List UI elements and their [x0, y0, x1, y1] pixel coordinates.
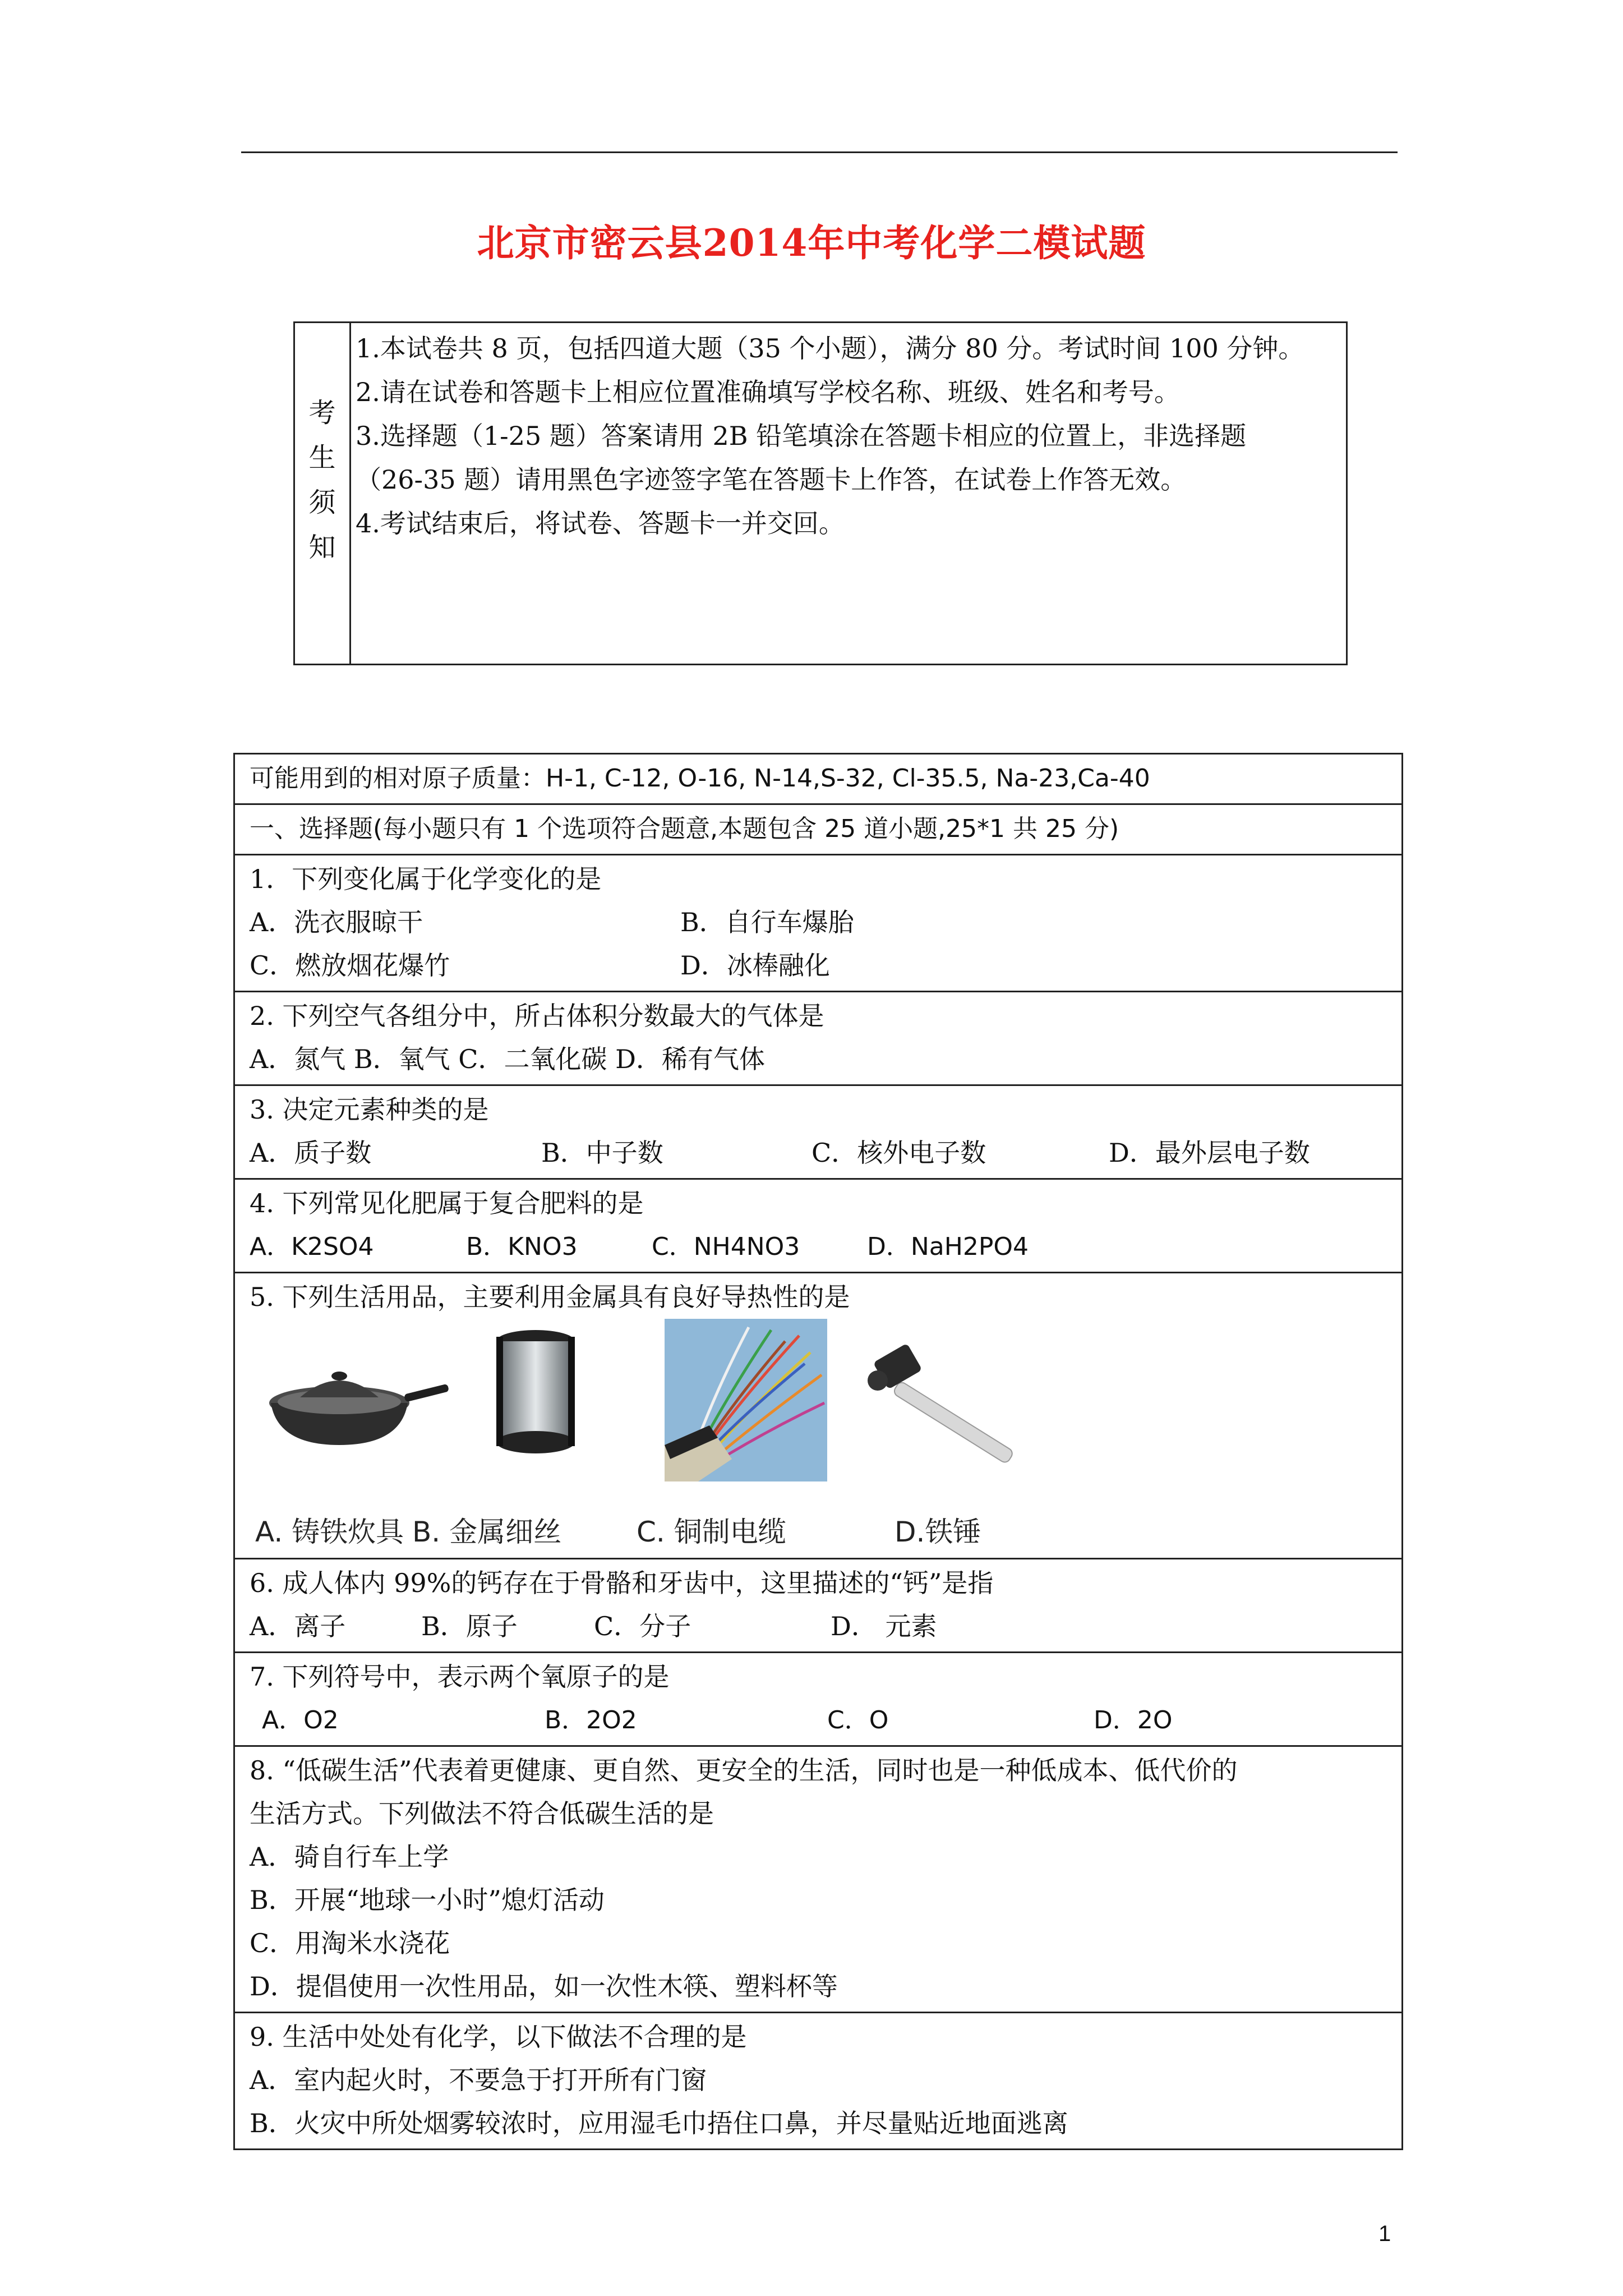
candidate-notice-box: [293, 321, 1348, 665]
option-b: B．开展“地球一小时”熄灯活动: [250, 1885, 605, 1915]
option-c: C．NH4NO3: [652, 1232, 800, 1261]
notice-line: 4.考试结束后，将试卷、答题卡一并交回。: [356, 508, 845, 539]
question-1: [235, 854, 1401, 991]
option-a: A．室内起火时，不要急于打开所有门窗: [250, 2065, 707, 2095]
question-5-pictures: [250, 1319, 1387, 1554]
option-b: B．KNO3: [466, 1232, 578, 1261]
option-b: B．中子数: [541, 1138, 663, 1168]
notice-line: 3.选择题（1-25 题）答案请用 2B 铅笔填涂在答题卡相应的位置上，非选择题: [356, 421, 1247, 451]
option-c: C．O: [827, 1706, 889, 1734]
notice-lines: [356, 326, 1344, 545]
question-stem: 3. 决定元素种类的是: [250, 1094, 489, 1125]
option-a-caption: A. 铸铁炊具: [255, 1516, 404, 1548]
option-a: A．骑自行车上学: [250, 1842, 449, 1872]
atomic-masses-text: 可能用到的相对原子质量：H-1, C-12, O-16, N-14,S-32, Cl-35.5, Na-23,Ca-40: [250, 764, 1150, 793]
option-b: B．火灾中所处烟雾较浓时，应用湿毛巾捂住口鼻，并尽量贴近地面逃离: [250, 2108, 1068, 2138]
wire-spool-icon: [479, 1324, 592, 1459]
question-table: [233, 753, 1403, 2150]
wok-icon: [261, 1341, 451, 1453]
option-a: A．洗衣服晾干: [250, 907, 423, 937]
question-stem: 9. 生活中处处有化学，以下做法不合理的是: [250, 2022, 747, 2052]
notice-line: 2.请在试卷和答题卡上相应位置准确填写学校名称、班级、姓名和考号。: [356, 377, 1180, 407]
question-stem-line-2: 生活方式。下列做法不符合低碳生活的是: [250, 1798, 714, 1829]
section-one-row: [235, 803, 1401, 854]
option-c: C．分子: [594, 1611, 691, 1641]
option-d: D． 元素: [831, 1611, 937, 1641]
question-8: [235, 1745, 1401, 2012]
option-c-caption: C. 铜制电缆: [637, 1516, 786, 1548]
option-b: B．原子: [421, 1611, 518, 1641]
option-d: D．最外层电子数: [1109, 1138, 1310, 1168]
question-7: [235, 1651, 1401, 1745]
question-stem: 5. 下列生活用品，主要利用金属具有良好导热性的是: [250, 1282, 850, 1312]
page-number: 1: [1378, 2221, 1391, 2246]
option-c: C．用淘米水浇花: [250, 1928, 450, 1958]
option-a: A．K2SO4: [250, 1232, 374, 1261]
option-a: A．质子数: [250, 1138, 372, 1168]
notice-line: 1.本试卷共 8 页，包括四道大题（35 个小题），满分 80 分。考试时间 100 分钟。: [356, 333, 1304, 364]
option-d: D．提倡使用一次性用品，如一次性木筷、塑料杯等: [250, 1971, 838, 2001]
notice-label-char: 考: [308, 397, 336, 429]
notice-label-char: 知: [308, 532, 336, 563]
notice-line: （26-35 题）请用黑色字迹签字笔在答题卡上作答，在试卷上作答无效。: [356, 464, 1187, 495]
copper-cable-icon: [665, 1319, 827, 1481]
option-a: A．离子: [250, 1611, 346, 1641]
question-4: [235, 1178, 1401, 1272]
question-options: A．氮气 B．氧气 C．二氧化碳 D．稀有气体: [250, 1044, 765, 1074]
question-stem: 2. 下列空气各组分中，所占体积分数最大的气体是: [250, 1001, 824, 1031]
page-title: 北京市密云县2014年中考化学二模试题: [477, 221, 1146, 265]
question-3: [235, 1084, 1401, 1178]
option-b: B．自行车爆胎: [680, 907, 854, 937]
question-stem: 7. 下列符号中，表示两个氧原子的是: [250, 1662, 670, 1692]
option-b-caption: B. 金属细丝: [412, 1516, 562, 1548]
hammer-icon: [861, 1341, 1040, 1465]
notice-label: [295, 323, 351, 664]
option-d-caption: D.铁锤: [895, 1516, 981, 1548]
question-6: [235, 1558, 1401, 1651]
notice-label-char: 须: [308, 487, 336, 518]
section-one-heading: 一、选择题(每小题只有 1 个选项符合题意,本题包含 25 道小题,25*1 共 25 分): [250, 815, 1119, 843]
option-a: A．O2: [262, 1706, 339, 1734]
option-c: C．燃放烟花爆竹: [250, 950, 450, 981]
option-c: C．核外电子数: [811, 1138, 986, 1168]
question-9: [235, 2012, 1401, 2148]
option-d: D．冰棒融化: [680, 950, 830, 981]
question-stem: 4. 下列常见化肥属于复合肥料的是: [250, 1188, 644, 1218]
atomic-masses-row: [235, 754, 1401, 803]
question-5: [235, 1272, 1401, 1558]
question-stem: 6. 成人体内 99%的钙存在于骨骼和牙齿中，这里描述的“钙”是指: [250, 1568, 994, 1598]
option-d: D．2O: [1094, 1706, 1173, 1734]
notice-label-char: 生: [308, 442, 336, 473]
question-stem-line-1: 8. “低碳生活”代表着更健康、更自然、更安全的生活，同时也是一种低成本、低代价的: [250, 1755, 1238, 1786]
header-rule: [241, 151, 1398, 153]
option-b: B．2O2: [545, 1706, 637, 1734]
option-d: D．NaH2PO4: [867, 1232, 1029, 1261]
question-2: [235, 991, 1401, 1084]
question-stem: 1．下列变化属于化学变化的是: [250, 864, 602, 894]
